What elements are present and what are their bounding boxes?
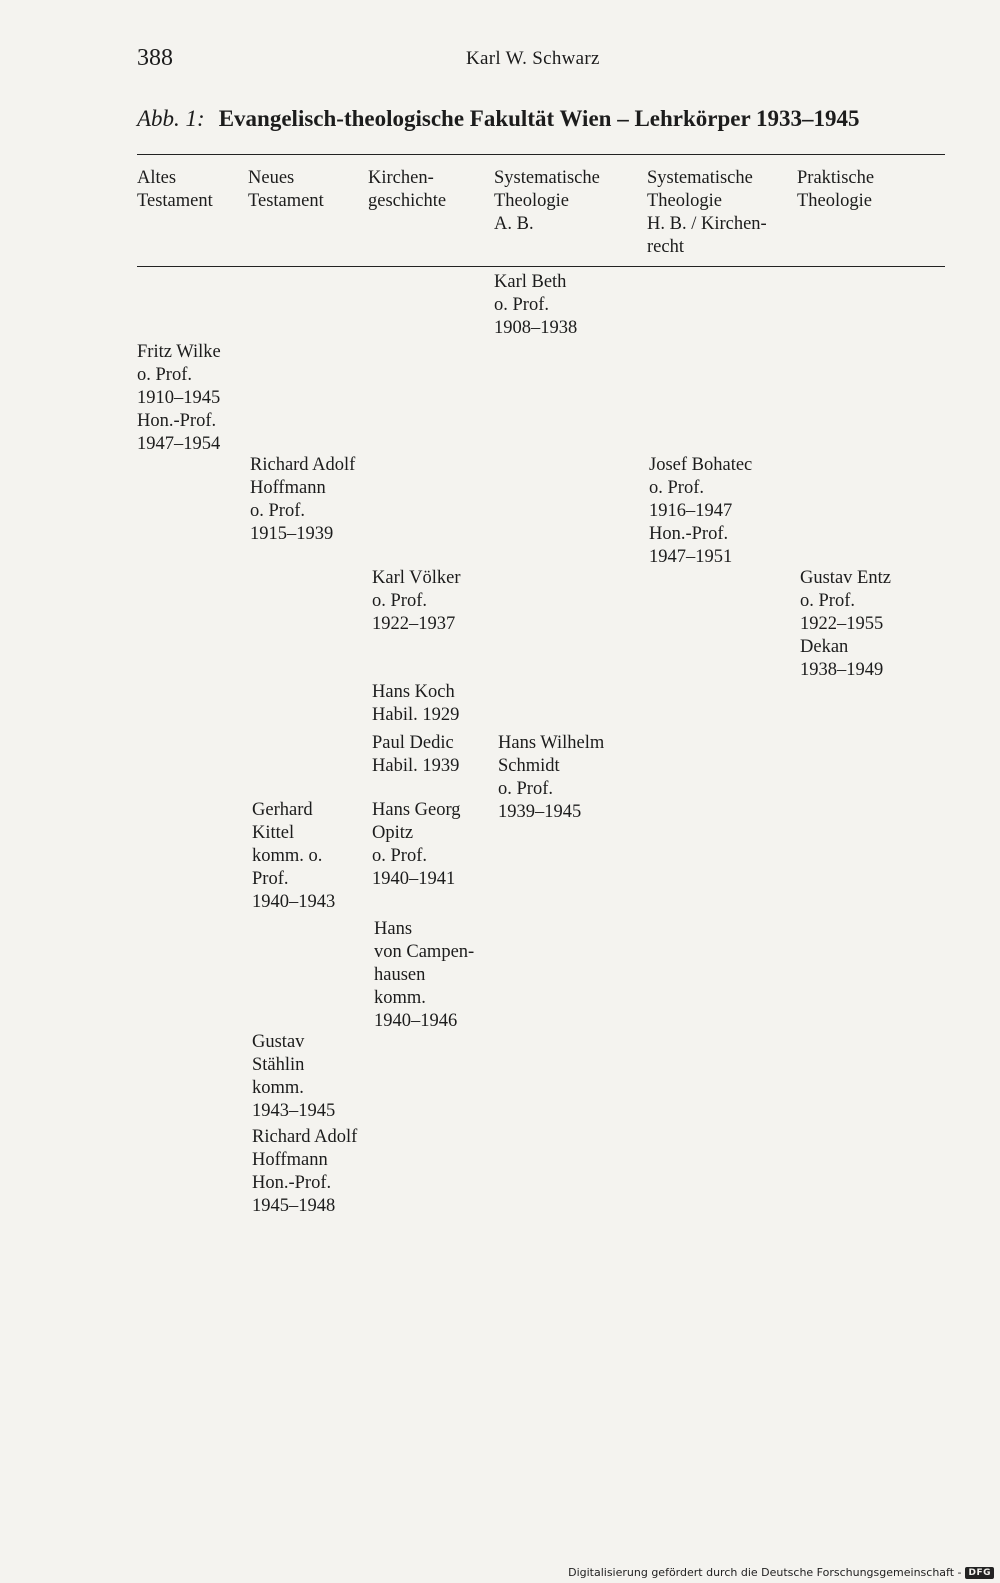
table-rule-top [137, 154, 945, 155]
column-header-syst-theologie-ab: Systematische Theologie A. B. [494, 168, 600, 234]
running-head: Karl W. Schwarz [466, 48, 600, 69]
digitization-footer [568, 1566, 994, 1579]
figure-caption [137, 106, 860, 132]
faculty-entry: Karl Beth o. Prof. 1908–1938 [494, 272, 578, 338]
dfg-logo: DFG [965, 1567, 994, 1579]
column-header-kirchengeschichte: Kirchen- geschichte [368, 168, 447, 211]
faculty-entry: Gerhard Kittel komm. o. Prof. 1940–1943 [252, 800, 336, 912]
faculty-entry: Richard Adolf Hoffmann o. Prof. 1915–1939 [250, 455, 356, 544]
caption-label: Abb. 1: [137, 106, 205, 131]
faculty-entry: Josef Bohatec o. Prof. 1916–1947 Hon.-Prof. 1947–1951 [649, 455, 753, 567]
caption-title: Evangelisch-theologische Fakultät Wien – Lehrkörper 1933–1945 [218, 106, 860, 131]
page-number: 388 [137, 45, 173, 71]
faculty-entry: Paul Dedic Habil. 1939 [372, 733, 460, 776]
faculty-entry: Gustav Entz o. Prof. 1922–1955 Dekan 1938–1949 [800, 568, 891, 680]
column-header-neues-testament: Neues Testament [248, 168, 324, 211]
faculty-entry: Hans von Campen- hausen komm. 1940–1946 [374, 919, 475, 1031]
faculty-entry: Fritz Wilke o. Prof. 1910–1945 Hon.-Prof. 1947–1954 [137, 342, 221, 454]
column-header-syst-theologie-hb: Systematische Theologie H. B. / Kirchen- recht [647, 168, 767, 257]
faculty-entry: Hans Koch Habil. 1929 [372, 682, 460, 725]
faculty-entry: Hans Georg Opitz o. Prof. 1940–1941 [372, 800, 461, 889]
faculty-entry: Hans Wilhelm Schmidt o. Prof. 1939–1945 [498, 733, 605, 822]
footer-text: Digitalisierung gefördert durch die Deutsche Forschungsgemeinschaft - [568, 1566, 962, 1579]
faculty-entry: Karl Völker o. Prof. 1922–1937 [372, 568, 461, 634]
column-header-altes-testament: Altes Testament [137, 168, 213, 211]
faculty-entry: Gustav Stählin komm. 1943–1945 [252, 1032, 336, 1121]
column-header-praktische-theologie: Praktische Theologie [797, 168, 875, 211]
faculty-entry: Richard Adolf Hoffmann Hon.-Prof. 1945–1948 [252, 1127, 358, 1216]
table-rule-bottom [137, 266, 945, 267]
